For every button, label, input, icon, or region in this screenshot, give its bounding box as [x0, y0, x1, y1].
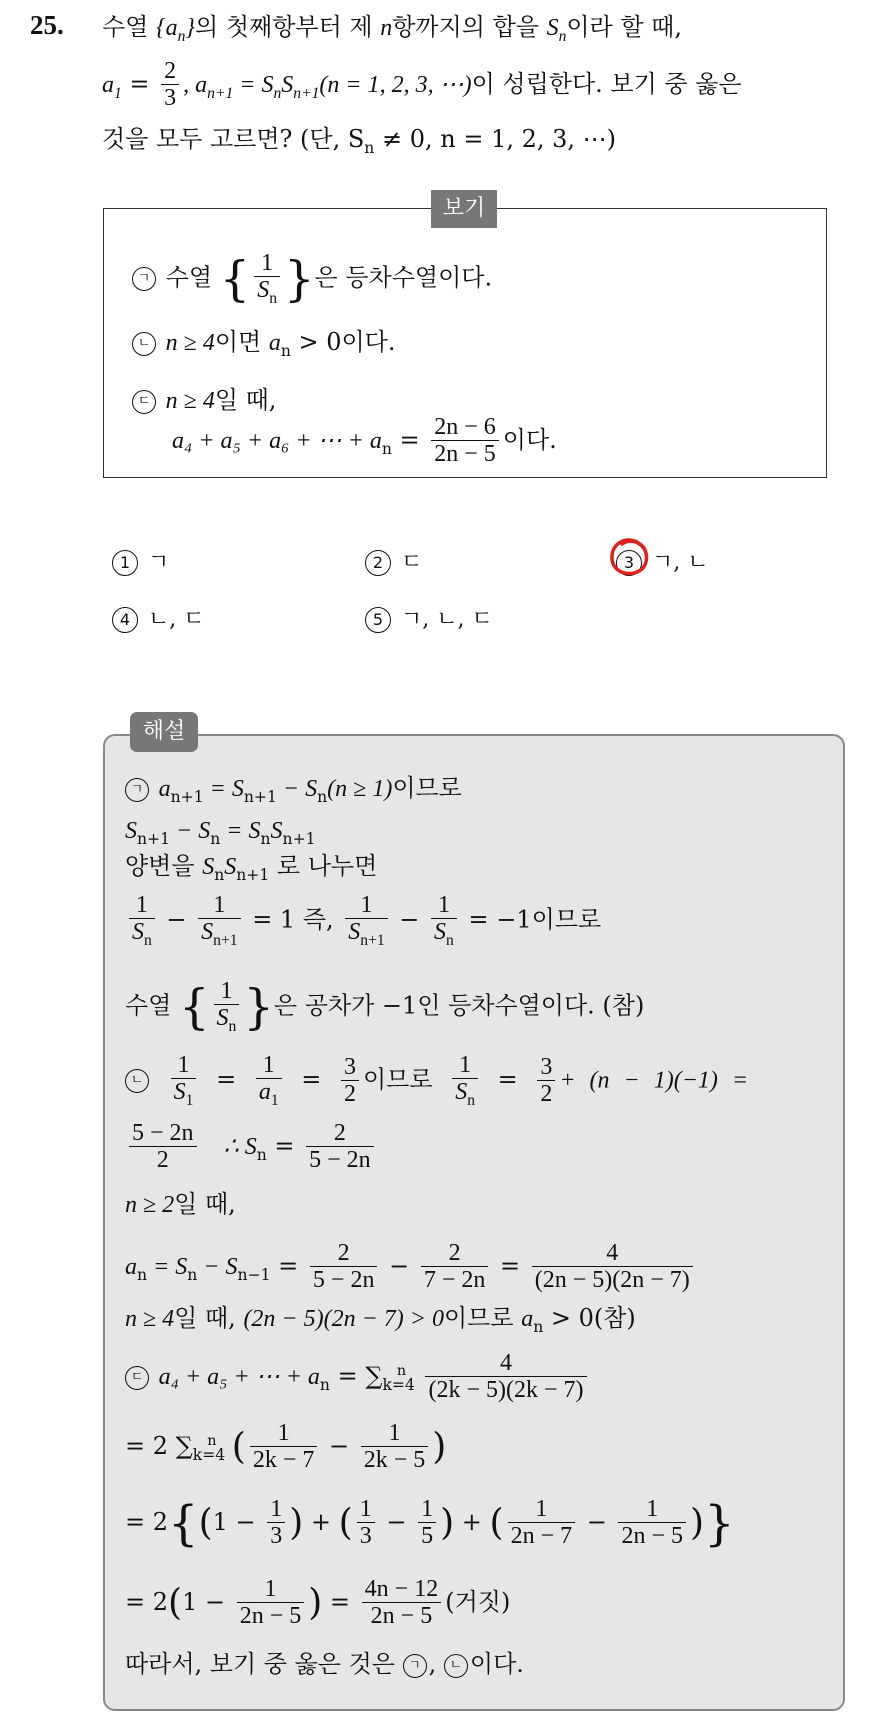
solution-text: (참): [593, 1304, 636, 1332]
math-text: = S: [233, 72, 274, 98]
solution-line-1: [125, 772, 462, 813]
math-text: n ≥ 4: [165, 388, 215, 414]
marker-nieun: ㄴ: [444, 1654, 468, 1678]
math-text: = 2 ∑: [125, 1432, 193, 1460]
math-text: a: [102, 72, 114, 98]
choice-number: 3: [616, 550, 642, 576]
solution-text: 일 때,: [174, 1190, 236, 1218]
math-text: = 2: [125, 1508, 169, 1536]
math-sub: n: [381, 439, 392, 458]
fraction: [532, 1240, 693, 1295]
math-sub: n: [210, 829, 221, 848]
math-sub: n: [269, 290, 277, 308]
frac-den: 2n − 5: [618, 1522, 686, 1551]
math-sub: 1: [185, 1092, 194, 1110]
brace-right: }: [283, 251, 315, 308]
math-text: {a: [156, 15, 178, 41]
paren-left: (: [338, 1502, 353, 1544]
marker-nieun: ㄴ: [125, 1069, 149, 1093]
question-line-2: [102, 58, 742, 113]
paren-right: ): [289, 1502, 304, 1544]
bogi-item-3-line-2: [172, 414, 557, 469]
frac-num: 4n − 12: [364, 1576, 439, 1602]
question-text: 수열: [102, 13, 156, 41]
solution-text: 로 나누면: [269, 852, 378, 880]
frac-den: S: [348, 919, 361, 946]
solution-line-15: 따라서, 보기 중 옳은 것은 ㄱ , ㄴ 이다.: [125, 1650, 524, 1678]
fraction: [306, 1120, 374, 1175]
frac-den: 2n − 5: [237, 1602, 305, 1631]
frac-num: 1: [437, 892, 450, 918]
frac-den: S: [201, 919, 214, 946]
fraction: [310, 1240, 378, 1295]
solution-text: 은 공차가 −1인 등차수열이다. (참): [273, 991, 645, 1020]
math-text: = S: [203, 776, 244, 802]
frac-den: S: [173, 1079, 186, 1106]
frac-num: 1: [277, 1420, 290, 1446]
math-sub: n+1: [213, 932, 238, 950]
math-text: S: [202, 854, 215, 880]
math-text: =: [270, 1252, 306, 1280]
math-text: =: [121, 70, 158, 98]
frac-den: S: [455, 1079, 468, 1106]
frac-num: 4: [606, 1240, 619, 1266]
choice-number: 4: [112, 607, 138, 633]
math-text: (n = 1, 2, 3, ⋯): [319, 72, 472, 98]
bogi-tag: 보기: [431, 190, 497, 228]
math-sub: n+1: [243, 787, 277, 806]
frac-num: 1: [262, 1052, 275, 1078]
marker-giyeok: ㄱ: [403, 1654, 427, 1678]
solution-text: = 1 즉,: [244, 905, 342, 934]
frac-num: 1: [359, 1496, 372, 1522]
frac-den: 2k − 5: [361, 1446, 429, 1475]
frac-num: 1: [213, 892, 226, 918]
solution-line-14: = 2(1 − $\frac{1}{2n - 5}$ ) = $\frac{4n - 12}{2n - 5}$ (거짓): [125, 1576, 511, 1630]
frac-den: 2n − 5: [431, 440, 499, 469]
math-text: n ≥ 2: [125, 1192, 175, 1218]
math-sub: n: [446, 932, 454, 950]
math-text: + (n − 1)(−1) =: [559, 1067, 749, 1094]
frac-num: 2: [337, 1240, 350, 1266]
choice-1[interactable]: [112, 545, 169, 576]
math-sub: n: [533, 1317, 544, 1336]
frac-den: 3: [267, 1522, 285, 1551]
math-text: n ≥ 4: [125, 1306, 175, 1332]
math-sub: n: [177, 27, 186, 45]
math-text: n ≥ 4: [165, 330, 215, 356]
math-text: S: [224, 854, 237, 880]
bogi-text: 이다.: [502, 426, 557, 454]
frac-num: 3: [540, 1053, 553, 1080]
math-text: > 0: [290, 328, 342, 356]
math-sup: n: [207, 1433, 217, 1449]
fraction: [129, 892, 155, 950]
fraction: [237, 1576, 305, 1631]
question-line-3: [102, 124, 616, 163]
solution-text: 이므로: [531, 905, 602, 934]
math-sub: n: [273, 84, 282, 102]
bogi-text: 이면: [214, 328, 269, 356]
paren-right: ): [308, 1582, 323, 1624]
frac-den: (2n − 5)(2n − 7): [532, 1266, 693, 1295]
paren-left: (: [489, 1502, 504, 1544]
math-sub: n: [260, 829, 271, 848]
frac-den: S: [434, 919, 447, 946]
bogi-text: 일 때,: [214, 386, 277, 414]
math-text: − S: [170, 818, 211, 844]
choice-5[interactable]: [365, 602, 493, 633]
frac-num: 1: [270, 1496, 283, 1522]
brace-right: }: [243, 979, 274, 1036]
brace-left: {: [168, 1495, 199, 1552]
frac-num: 1: [360, 892, 373, 918]
math-sub: n+1: [207, 84, 234, 102]
fraction: [161, 58, 179, 113]
frac-den: (2k − 5)(2k − 7): [425, 1376, 586, 1405]
frac-den: 2: [129, 1146, 197, 1175]
frac-num: 1: [459, 1052, 472, 1078]
fraction: [425, 1350, 586, 1405]
math-sub: n+1: [137, 829, 171, 848]
math-text: = ∑: [329, 1362, 383, 1390]
marker-nieun: ㄴ: [132, 332, 156, 356]
choice-text: ㄱ, ㄴ, ㄷ: [401, 607, 493, 632]
paren-left: (: [168, 1582, 183, 1624]
math-text: S: [125, 818, 137, 844]
answer-circle-mark: [607, 536, 651, 580]
fraction: [345, 892, 387, 950]
solution-text: 양변을: [125, 852, 203, 880]
fraction: [341, 1054, 359, 1109]
math-text: a₄ + a₅ + ⋯ + a: [158, 1364, 320, 1390]
question-text: 의 첫째항부터 제: [195, 13, 381, 41]
choice-text: ㄷ: [401, 550, 423, 575]
paren-left: (: [231, 1426, 246, 1468]
math-sub: n+1: [236, 865, 270, 884]
math-sub: n: [280, 341, 291, 360]
frac-den: 2k − 7: [250, 1446, 318, 1475]
solution-line-2: [125, 814, 316, 855]
choice-number: 1: [112, 550, 138, 576]
paren-right: ): [440, 1502, 455, 1544]
solution-text: 이므로: [362, 1065, 433, 1094]
marker-digeut: ㄷ: [132, 390, 156, 414]
brace-right: }: [704, 1495, 735, 1552]
frac-num: 1: [646, 1496, 659, 1522]
frac-den: 2n − 5: [362, 1602, 442, 1631]
solution-line-10: [125, 1302, 636, 1343]
frac-num: 5 − 2n: [132, 1120, 194, 1146]
question-text: 것을 모두 고르면? (단, S: [102, 125, 365, 153]
frac-num: 1: [177, 1052, 190, 1078]
fraction: [508, 1496, 576, 1551]
bogi-text: 이다.: [341, 328, 396, 356]
math-sub: k=4: [382, 1375, 415, 1394]
fraction: [452, 1052, 478, 1110]
marker-digeut: ㄷ: [125, 1366, 149, 1390]
math-sub: n−1: [237, 1265, 271, 1284]
math-sup: n: [396, 1363, 407, 1379]
frac-den: 5 − 2n: [310, 1266, 378, 1295]
frac-num: 1: [264, 1576, 277, 1602]
solution-line-6: ㄴ $\frac{1}{S_1}$ = $\frac{1}{a_1}$ = $\frac{3}{2}$ 이므로 $\frac{1}{S_n}$ = $\frac{3}{2}$ + (n − 1)(−1) =: [125, 1052, 748, 1110]
solution-line-3: [125, 850, 377, 891]
frac-num: 2: [333, 1120, 346, 1146]
math-sub: n: [228, 1018, 237, 1036]
choice-text: ㄱ, ㄴ: [652, 550, 709, 575]
solution-text: (거짓): [445, 1588, 511, 1616]
math-text: a: [268, 330, 281, 356]
math-sub: n: [317, 787, 328, 806]
frac-num: 1: [135, 892, 148, 918]
marker-giyeok: ㄱ: [125, 778, 149, 802]
math-sub: n: [214, 865, 225, 884]
fraction: [129, 1120, 197, 1175]
frac-num: 1: [421, 1496, 434, 1522]
fraction: [267, 1496, 285, 1551]
choice-2[interactable]: [365, 545, 422, 576]
frac-num: 2: [448, 1240, 461, 1266]
fraction: [198, 892, 240, 950]
fraction: [361, 1420, 429, 1475]
math-sub: n: [144, 932, 152, 950]
math-sub: n+1: [293, 84, 320, 102]
math-text: n: [380, 15, 393, 41]
math-text: − S: [197, 1254, 238, 1280]
paren-left: (: [198, 1502, 213, 1544]
solution-line-4: $\frac{1}{S_n}$ − $\frac{1}{S_{n+1}}$ = 1 즉, $\frac{1}{S_{n+1}}$ − $\frac{1}{S_n}$ = −1이므로: [125, 892, 601, 950]
math-sub: n: [364, 138, 375, 157]
math-text: a: [158, 776, 171, 802]
frac-num: 4: [499, 1350, 512, 1376]
math-text: = −1: [460, 905, 532, 934]
question-text: 이라 할 때,: [566, 13, 682, 41]
frac-den: 7 − 2n: [421, 1266, 489, 1295]
solution-text: 따라서, 보기 중 옳은 것은: [125, 1650, 403, 1678]
solution-text: 이므로: [444, 1304, 522, 1332]
brace-left: {: [179, 979, 210, 1036]
solution-tag: 해설: [130, 712, 198, 752]
frac-den: 3: [161, 84, 179, 113]
math-text: S: [281, 72, 294, 98]
solution-line-7: [125, 1120, 378, 1175]
fraction: [357, 1496, 375, 1551]
fraction: [537, 1054, 555, 1109]
math-text: a: [521, 1306, 534, 1332]
math-text: > 0: [543, 1304, 594, 1332]
math-sub: n: [467, 1092, 475, 1110]
solution-text: 일 때,: [174, 1304, 244, 1332]
math-sub: n+1: [170, 787, 204, 806]
fraction: [256, 1052, 282, 1110]
math-text: (2n − 5)(2n − 7) > 0: [243, 1306, 444, 1332]
fraction: [418, 1496, 436, 1551]
solution-line-13: = 2{(1 − $\frac{1}{3}$ ) + ( $\frac{1}{3}$ − $\frac{1}{5}$ ) + ( $\frac{1}{2n - 7}$ − $\frac{1}{2n - 5}$ )}: [125, 1495, 735, 1552]
math-sub: k=4: [192, 1445, 226, 1464]
frac-num: 3: [343, 1053, 356, 1080]
solution-text: 수열: [125, 991, 179, 1020]
math-text: − S: [276, 776, 318, 802]
math-text: = S: [220, 818, 261, 844]
brace-left: {: [219, 251, 251, 308]
fraction: [421, 1240, 489, 1295]
math-sub: n: [187, 1265, 198, 1284]
math-sub: n: [319, 1375, 330, 1394]
fraction: [431, 892, 457, 950]
fraction: [362, 1576, 442, 1631]
question-number: 25.: [30, 10, 64, 40]
question-text: 항까지의 합을: [392, 13, 547, 41]
marker-giyeok: ㄱ: [132, 267, 156, 291]
solution-line-8: [125, 1188, 236, 1221]
question-text: ≠ 0, n = 1, 2, 3, ⋯): [374, 125, 617, 153]
frac-den: 2n − 7: [508, 1522, 576, 1551]
math-sub: n: [558, 27, 567, 45]
math-text: = 2: [125, 1588, 169, 1616]
frac-den: 3: [357, 1522, 375, 1551]
frac-den: S: [216, 1005, 229, 1032]
bogi-text: 수열: [165, 263, 220, 292]
frac-den: 2: [341, 1080, 359, 1109]
question-text: 이 성립한다. 보기 중 옳은: [471, 70, 742, 98]
math-sub: n+1: [360, 932, 385, 950]
frac-den: 5 − 2n: [306, 1146, 374, 1175]
choice-4[interactable]: [112, 602, 205, 633]
choice-number: 2: [365, 550, 391, 576]
frac-num: 2: [164, 58, 177, 84]
bogi-item-3: [132, 380, 276, 415]
fraction: [171, 1052, 197, 1110]
frac-num: 1: [261, 250, 274, 276]
math-sub: 1: [270, 1092, 279, 1110]
frac-den: a: [258, 1079, 271, 1106]
frac-num: 1: [220, 978, 233, 1004]
frac-num: 1: [535, 1496, 548, 1522]
fraction: [250, 1420, 318, 1475]
math-text: a: [125, 1254, 137, 1280]
math-sub: n+1: [282, 829, 316, 848]
solution-line-11: [125, 1350, 591, 1405]
fraction: [618, 1496, 686, 1551]
math-text: a₄ + a₅ + a₆ + ⋯ + a: [172, 428, 382, 454]
bogi-text: 은 등차수열이다.: [314, 263, 493, 292]
choice-text: ㄴ, ㄷ: [148, 607, 205, 632]
frac-den: 2: [537, 1080, 555, 1109]
math-text: }: [185, 15, 196, 41]
solution-text: 이다.: [469, 1650, 524, 1678]
math-sub: n: [256, 1145, 267, 1164]
bogi-item-1: [132, 250, 492, 308]
bogi-item-2: [132, 322, 396, 360]
frac-num: 2n − 6: [434, 414, 496, 440]
solution-line-9: $a_n = S_n - S_{n-1}$ = $\frac{2}{5 - 2n}$ − $\frac{2}{7 - 2n}$ = $\frac{4}{(2n - 5)(2n - 7)}$: [125, 1240, 697, 1295]
solution-text: 이므로: [392, 774, 462, 802]
math-text: =: [391, 426, 428, 454]
math-sub: 1: [114, 84, 122, 102]
question-line-1: [102, 12, 682, 52]
paren-right: ): [690, 1502, 705, 1544]
fraction: [214, 978, 240, 1036]
fraction: [254, 250, 280, 308]
frac-den: S: [132, 919, 144, 946]
solution-line-12: = 2 $\sum_{k=4}^n$ ( $\frac{1}{2k - 7}$ − $\frac{1}{2k - 5}$ ): [125, 1420, 447, 1474]
fraction: [431, 414, 499, 469]
math-sub: n: [137, 1265, 148, 1284]
frac-num: 1: [388, 1420, 401, 1446]
frac-den: S: [257, 277, 270, 304]
paren-right: ): [432, 1426, 447, 1468]
math-text: , a: [183, 72, 208, 98]
math-text: =: [266, 1132, 303, 1160]
choice-text: ㄱ: [148, 550, 170, 575]
solution-line-5: [125, 978, 644, 1036]
math-text: = S: [147, 1254, 188, 1280]
math-text: ∴ S: [223, 1134, 257, 1160]
math-text: S: [270, 818, 283, 844]
frac-den: 5: [418, 1522, 436, 1551]
choice-number: 5: [365, 607, 391, 633]
math-text: (n ≥ 1): [327, 776, 393, 802]
math-text: S: [546, 15, 559, 41]
